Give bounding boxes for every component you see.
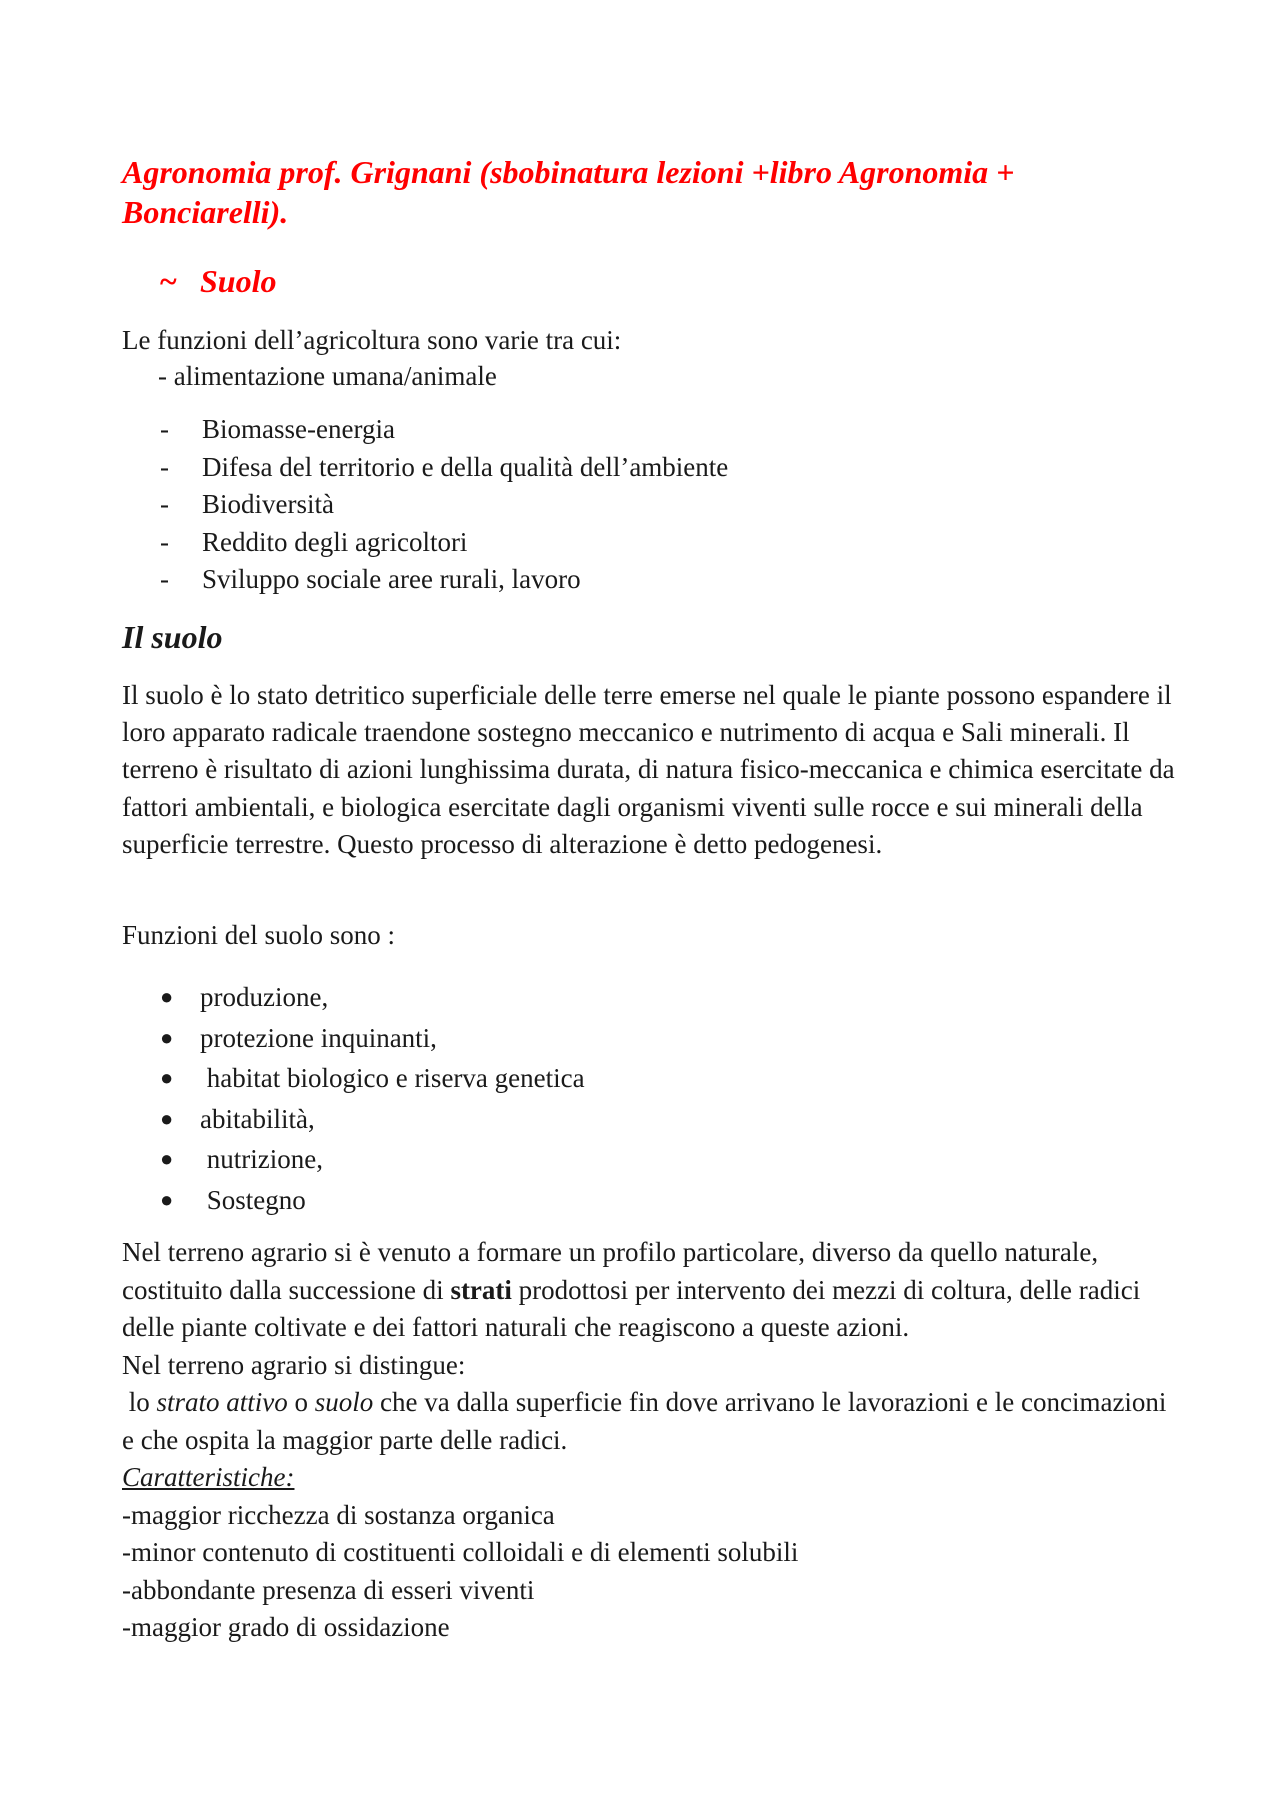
- dash-marker: -: [160, 526, 169, 557]
- tilde-marker: ~: [160, 263, 177, 299]
- list-item: - Biomasse-energia: [160, 411, 728, 449]
- list-item: ● produzione,: [160, 977, 585, 1018]
- bullet-icon: ●: [160, 984, 174, 1009]
- bullet-icon: ●: [160, 1065, 174, 1090]
- list-item: - Sviluppo sociale aree rurali, lavoro: [160, 561, 728, 599]
- soil-functions-bullets: [160, 977, 585, 1220]
- bold-strati: strati: [450, 1274, 512, 1305]
- dash-marker: -: [160, 414, 169, 444]
- list-item: - Biodiversità: [160, 486, 728, 524]
- characteristics-heading: Caratteristiche:: [122, 1462, 295, 1492]
- paragraph-definition: Il suolo è lo stato detritico superficiale delle terre emerse nel quale le piante possono espandere il loro apparato radicale traendone sostegno meccanico e nutrimento di acqua e Sali minerali. Il terreno è risultato di azioni lunghissima durata, di natura fisico-meccanica e chimica esercitate da fattori ambientali, e biologica esercitate dagli organismi viventi sulle rocce e sui minerali della superficie terrestre. Questo processo di alterazione è detto pedogenesi.: [122, 680, 1175, 859]
- dash-marker: -: [160, 489, 169, 519]
- functions-lead: Funzioni del suolo sono :: [122, 920, 396, 950]
- list-item: - Difesa del territorio e della qualità dell’ambiente: [160, 449, 728, 487]
- dash-marker: -: [160, 451, 169, 482]
- trait-line: -abbondante presenza di esseri viventi: [122, 1574, 535, 1605]
- list-item: ● nutrizione,: [160, 1139, 585, 1180]
- intro-sentence: Le funzioni dell’agricoltura sono varie tra cui:: [122, 325, 622, 355]
- section-heading: [160, 261, 276, 301]
- functions-dash-list: [160, 411, 728, 599]
- bullet-icon: ●: [160, 1024, 174, 1050]
- bullet-icon: ●: [160, 1146, 174, 1171]
- trait-line: -minor contenuto di costituenti colloidali e di elementi solubili: [122, 1537, 799, 1567]
- list-item: ● habitat biologico e riserva genetica: [160, 1058, 585, 1099]
- active-layer-line: lo strato attivo o suolo che va dalla superficie fin dove arrivano le lavorazioni e le concimazioni e che ospita la maggior parte delle radici.: [122, 1387, 1167, 1455]
- first-list-item: - alimentazione umana/animale: [158, 361, 497, 391]
- bullet-icon: ●: [160, 1105, 174, 1131]
- heading-il-suolo: Il suolo: [122, 619, 223, 655]
- trait-line: -maggior grado di ossidazione: [122, 1612, 450, 1642]
- bullet-icon: ●: [160, 1186, 174, 1212]
- list-item: ● protezione inquinanti,: [160, 1018, 585, 1059]
- list-item: ● abitabilità,: [160, 1099, 585, 1140]
- paragraph-agrarian-soil: Nel terreno agrario si è venuto a formare un profilo particolare, diverso da quello naturale, costituito dalla successione di strati prodottosi per intervento dei mezzi di coltura, delle radici delle piante coltivate e dei fattori naturali che reagiscono a queste azioni. Nel terreno agrario si distingue: lo strato attivo o suolo che va dalla superficie fin dove arrivano le lavorazioni e le concimazioni e che ospita la maggior parte delle radici. Caratteristiche: -maggior ricchezza di sostanza organica -minor contenuto di costituenti colloidali e di elementi solubili -abbondante presenza di esseri viventi -maggior grado di ossidazione: [122, 1234, 1182, 1647]
- list-item: - Reddito degli agricoltori: [160, 524, 728, 562]
- section-title: Suolo: [200, 263, 277, 299]
- dash-marker: -: [160, 564, 169, 594]
- trait-line: -maggior ricchezza di sostanza organica: [122, 1499, 555, 1530]
- distinction-line: Nel terreno agrario si distingue:: [122, 1349, 466, 1380]
- list-item: ● Sostegno: [160, 1180, 585, 1221]
- document-title: Agronomia prof. Grignani (sbobinatura lezioni +libro Agronomia + Bonciarelli).: [122, 154, 1015, 230]
